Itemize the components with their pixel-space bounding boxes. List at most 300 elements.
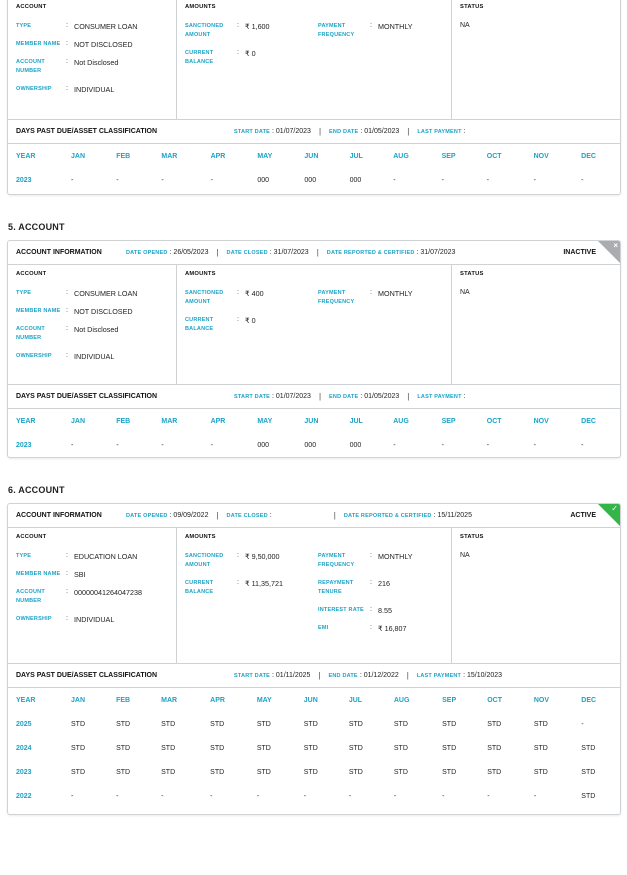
field-value: MONTHLY: [378, 552, 413, 561]
end-date-label: END DATE: [329, 128, 359, 135]
month-cell: -: [486, 176, 490, 184]
field-label: ACCOUNT NUMBER: [16, 589, 45, 604]
amounts-right-fields: [318, 552, 413, 642]
column-header: OCT: [486, 417, 502, 425]
field-label: CURRENT BALANCE: [185, 50, 214, 65]
column-header: SEP: [441, 417, 456, 425]
field-value: 00000041264047238: [74, 588, 142, 597]
month-cell: -: [116, 441, 119, 449]
table-row: [8, 784, 620, 808]
field-label: CURRENT BALANCE: [185, 580, 214, 595]
account-card-4: [7, 0, 621, 195]
field-row: [16, 325, 176, 343]
account-column-header: ACCOUNT: [16, 271, 47, 277]
month-cell: -: [161, 176, 164, 184]
field-label: PAYMENT FREQUENCY: [318, 23, 355, 38]
month-cell: -: [393, 441, 396, 449]
column-header: NOV: [533, 417, 549, 425]
field-value: ₹ 0: [245, 316, 256, 325]
field-value: SBI: [74, 570, 86, 579]
column-header: JAN: [71, 696, 86, 704]
field-label: OWNERSHIP: [16, 86, 52, 92]
field-value: ₹ 1,600: [245, 22, 270, 31]
field-row: [185, 579, 318, 597]
last-payment-label: LAST PAYMENT: [417, 128, 462, 135]
field-value: Not Disclosed: [74, 58, 119, 67]
status-column-header: STATUS: [460, 271, 484, 277]
field-colon: :: [66, 325, 68, 332]
month-cell: STD: [116, 720, 131, 728]
last-payment-value: : 15/10/2023: [463, 672, 503, 679]
month-cell: 000: [257, 176, 270, 184]
month-cell: 000: [304, 176, 317, 184]
amounts-right-fields: [318, 289, 413, 343]
field-value: Not Disclosed: [74, 325, 119, 334]
field-label: TYPE: [16, 290, 32, 296]
dpd-bar: DAYS PAST DUE/ASSET CLASSIFICATION START DATE : 01/07/2023 | END DATE : 01/05/2023 | LAST PAYMENT :: [8, 385, 620, 409]
month-cell: -: [393, 176, 396, 184]
month-cell: 000: [349, 441, 362, 449]
field-row: [185, 49, 318, 67]
field-value: ₹ 400: [245, 289, 264, 298]
month-cell: 000: [304, 441, 317, 449]
date-reported-label: DATE REPORTED & CERTIFIED: [343, 512, 432, 519]
amounts-column-header: AMOUNTS: [185, 534, 216, 540]
column-header: FEB: [116, 696, 131, 704]
start-date-label: START DATE: [234, 393, 271, 400]
column-header: JUN: [304, 417, 319, 425]
month-cell: -: [71, 176, 74, 184]
account-card-6: [7, 503, 621, 815]
last-payment-value: :: [463, 128, 466, 135]
field-row: [185, 552, 318, 570]
column-header: APR: [210, 152, 226, 160]
month-cell: -: [210, 792, 213, 800]
month-cell: -: [210, 176, 213, 184]
month-cell: STD: [442, 720, 457, 728]
table-row: [8, 760, 620, 784]
start-date-value: : 01/11/2025: [272, 672, 311, 679]
field-label: TYPE: [16, 23, 32, 29]
month-cell: STD: [71, 768, 85, 776]
field-value: NOT DISCLOSED: [74, 40, 133, 49]
field-value: INDIVIDUAL: [74, 615, 115, 624]
month-cell: -: [116, 792, 119, 800]
month-cell: STD: [581, 768, 596, 776]
month-cell: -: [441, 176, 444, 184]
date-closed-label: DATE CLOSED: [226, 249, 268, 256]
field-colon: :: [66, 85, 68, 92]
month-cell: STD: [71, 744, 85, 752]
year-cell: 2023: [16, 441, 32, 449]
column-header: MAY: [257, 152, 273, 160]
month-cell: STD: [487, 768, 502, 776]
column-header: OCT: [487, 696, 502, 704]
month-cell: -: [581, 720, 584, 728]
month-cell: -: [210, 441, 213, 449]
date-opened-label: DATE OPENED: [126, 249, 168, 256]
start-date-label: START DATE: [234, 672, 271, 679]
field-row: [318, 22, 413, 40]
field-value: MONTHLY: [378, 289, 413, 298]
field-colon: :: [370, 289, 372, 296]
account-column: [8, 528, 177, 663]
field-label: REPAYMENT TENURE: [318, 580, 354, 595]
month-cell: -: [533, 176, 536, 184]
field-label: CURRENT BALANCE: [185, 317, 214, 332]
column-header: JUN: [303, 696, 318, 704]
dpd-table: [8, 688, 620, 808]
end-date-label: END DATE: [329, 393, 359, 400]
account-info-title: ACCOUNT INFORMATION: [16, 249, 102, 256]
status-column: [452, 265, 620, 384]
field-value: 216: [378, 579, 390, 588]
field-colon: :: [237, 552, 239, 559]
section-title-6: 6. ACCOUNT: [8, 485, 65, 495]
field-label: OWNERSHIP: [16, 616, 52, 622]
month-cell: STD: [71, 720, 85, 728]
date-opened-value: : 26/05/2023: [169, 249, 209, 256]
month-cell: -: [533, 441, 536, 449]
field-colon: :: [66, 552, 68, 559]
month-cell: -: [533, 792, 537, 800]
column-header: FEB: [116, 152, 131, 160]
field-label: ACCOUNT NUMBER: [16, 326, 45, 341]
field-row: [16, 615, 176, 624]
month-cell: -: [487, 792, 490, 800]
column-header: AUG: [393, 417, 409, 425]
dpd-table: [8, 144, 620, 192]
last-payment-value: :: [463, 393, 466, 400]
field-row: [16, 588, 176, 606]
column-header: MAR: [161, 696, 178, 704]
field-value: CONSUMER LOAN: [74, 22, 138, 31]
field-label: INTEREST RATE: [318, 607, 364, 613]
field-label: MEMBER NAME: [16, 41, 61, 47]
month-cell: STD: [442, 744, 457, 752]
month-cell: STD: [487, 744, 502, 752]
month-cell: -: [442, 792, 445, 800]
field-label: OWNERSHIP: [16, 353, 52, 359]
month-cell: STD: [393, 768, 408, 776]
date-opened-value: : 09/09/2022: [169, 512, 209, 519]
field-colon: :: [66, 615, 68, 622]
month-cell: STD: [256, 720, 271, 728]
dpd-bar: DAYS PAST DUE/ASSET CLASSIFICATION START DATE : 01/11/2025 | END DATE : 01/12/2022 | LAST PAYMENT : 15/10/2023: [8, 664, 620, 688]
account-info-bar: ACCOUNT INFORMATION DATE OPENED : 09/09/2022 | DATE CLOSED : | DATE REPORTED & CERTIFIED : 15/11/2025 ACTIVE ✓: [8, 504, 620, 528]
field-row: [185, 316, 318, 334]
column-header: SEP: [441, 152, 456, 160]
field-label: PAYMENT FREQUENCY: [318, 553, 355, 568]
field-value: ₹ 16,807: [378, 624, 407, 633]
month-cell: STD: [303, 768, 318, 776]
check-icon: ✓: [611, 504, 618, 513]
field-row: [16, 289, 176, 298]
date-opened-label: DATE OPENED: [126, 512, 168, 519]
month-cell: STD: [348, 768, 363, 776]
month-cell: STD: [210, 744, 225, 752]
dpd-title: DAYS PAST DUE/ASSET CLASSIFICATION: [16, 672, 158, 679]
amounts-column: [177, 265, 452, 384]
column-header: FEB: [116, 417, 131, 425]
amounts-left-fields: [185, 22, 318, 76]
date-reported-value: : 15/11/2025: [433, 512, 472, 519]
field-value: ₹ 9,50,000: [245, 552, 280, 561]
section-title-5: 5. ACCOUNT: [8, 222, 65, 232]
column-header: YEAR: [16, 417, 36, 425]
table-row: [8, 736, 620, 760]
end-date-value: : 01/05/2023: [360, 393, 400, 400]
amounts-column: [177, 0, 452, 119]
field-row: [16, 58, 176, 76]
field-value: MONTHLY: [378, 22, 413, 31]
field-value: EDUCATION LOAN: [74, 552, 138, 561]
field-colon: :: [370, 624, 372, 631]
field-row: [318, 579, 413, 597]
month-cell: -: [348, 792, 352, 800]
amounts-column: [177, 528, 452, 663]
field-row: [16, 352, 176, 361]
start-date-label: START DATE: [234, 128, 271, 135]
field-label: SANCTIONED AMOUNT: [185, 553, 224, 568]
dpd-bar: DAYS PAST DUE/ASSET CLASSIFICATION START DATE : 01/07/2023 | END DATE : 01/05/2023 | LAST PAYMENT :: [8, 120, 620, 144]
dpd-title: DAYS PAST DUE/ASSET CLASSIFICATION: [16, 128, 158, 135]
account-info-title: ACCOUNT INFORMATION: [16, 512, 102, 519]
field-colon: :: [66, 40, 68, 47]
field-colon: :: [237, 49, 239, 56]
month-cell: 000: [349, 176, 362, 184]
month-cell: STD: [393, 720, 408, 728]
table-row: [8, 433, 620, 457]
amounts-left-fields: [185, 552, 318, 642]
column-header: YEAR: [16, 696, 36, 704]
month-cell: STD: [256, 768, 271, 776]
month-cell: -: [71, 792, 74, 800]
column-header: AUG: [393, 152, 409, 160]
month-cell: STD: [161, 768, 176, 776]
field-row: [16, 307, 176, 316]
field-colon: :: [66, 58, 68, 65]
end-date-value: : 01/12/2022: [359, 672, 399, 679]
last-payment-label: LAST PAYMENT: [416, 672, 462, 679]
field-value: ₹ 0: [245, 49, 256, 58]
field-row: [318, 289, 413, 307]
month-cell: STD: [348, 720, 363, 728]
field-label: MEMBER NAME: [16, 571, 61, 577]
field-colon: :: [66, 307, 68, 314]
column-header: APR: [210, 417, 226, 425]
field-row: [318, 552, 413, 570]
column-header: SEP: [442, 696, 457, 704]
status-badge: INACTIVE: [563, 249, 596, 256]
table-row: [8, 168, 620, 192]
month-cell: STD: [487, 720, 502, 728]
field-colon: :: [370, 22, 372, 29]
start-date-value: : 01/07/2023: [272, 128, 311, 135]
column-header: DEC: [581, 417, 596, 425]
table-header-row: [8, 409, 620, 433]
month-cell: STD: [533, 768, 548, 776]
field-value: INDIVIDUAL: [74, 85, 115, 94]
field-value: 8.55: [378, 606, 392, 615]
field-row: [16, 570, 176, 579]
column-header: DEC: [581, 696, 597, 704]
table-row: [8, 712, 620, 736]
account-fields: [16, 289, 176, 361]
account-column: [8, 0, 177, 119]
amounts-column-header: AMOUNTS: [185, 271, 216, 277]
field-colon: :: [66, 352, 68, 359]
field-value: INDIVIDUAL: [74, 352, 115, 361]
year-cell: 2022: [16, 792, 32, 800]
month-cell: STD: [116, 768, 131, 776]
column-header: JAN: [71, 417, 86, 425]
field-colon: :: [66, 289, 68, 296]
year-cell: 2025: [16, 720, 32, 728]
field-row: [318, 606, 413, 615]
field-colon: :: [237, 289, 239, 296]
field-label: PAYMENT FREQUENCY: [318, 290, 355, 305]
field-label: TYPE: [16, 553, 32, 559]
status-column: [452, 528, 620, 663]
date-closed-value: :: [269, 512, 272, 519]
field-row: [185, 289, 318, 307]
field-value: CONSUMER LOAN: [74, 289, 138, 298]
field-row: [318, 624, 413, 633]
account-info-bar: ACCOUNT INFORMATION DATE OPENED : 26/05/2023 | DATE CLOSED : 31/07/2023 | DATE REPORTED & CERTIFIED : 31/07/2023 INACTIVE ×: [8, 241, 620, 265]
year-cell: 2023: [16, 176, 32, 184]
column-header: AUG: [393, 696, 410, 704]
status-column-header: STATUS: [460, 534, 484, 540]
column-header: JUN: [304, 152, 319, 160]
month-cell: -: [116, 176, 119, 184]
end-date-value: : 01/05/2023: [360, 128, 400, 135]
date-reported-label: DATE REPORTED & CERTIFIED: [326, 249, 415, 256]
amounts-right-fields: [318, 22, 413, 76]
end-date-label: END DATE: [328, 672, 358, 679]
status-value: NA: [460, 552, 470, 559]
field-colon: :: [66, 570, 68, 577]
month-cell: STD: [210, 720, 225, 728]
field-colon: :: [237, 579, 239, 586]
month-cell: -: [581, 441, 584, 449]
month-cell: STD: [210, 768, 225, 776]
month-cell: -: [161, 441, 164, 449]
dpd-title: DAYS PAST DUE/ASSET CLASSIFICATION: [16, 393, 158, 400]
month-cell: STD: [161, 720, 176, 728]
column-header: YEAR: [16, 152, 36, 160]
month-cell: -: [441, 441, 444, 449]
account-column-header: ACCOUNT: [16, 534, 47, 540]
column-header: NOV: [533, 696, 550, 704]
field-colon: :: [237, 316, 239, 323]
month-cell: STD: [533, 744, 548, 752]
month-cell: -: [256, 792, 260, 800]
field-value: ₹ 11,35,721: [245, 579, 284, 588]
field-label: ACCOUNT NUMBER: [16, 59, 45, 74]
month-cell: -: [486, 441, 490, 449]
month-cell: -: [393, 792, 397, 800]
field-value: NOT DISCLOSED: [74, 307, 133, 316]
month-cell: STD: [116, 744, 131, 752]
status-column: [452, 0, 620, 119]
column-header: JAN: [71, 152, 86, 160]
field-colon: :: [237, 22, 239, 29]
column-header: JUL: [348, 696, 363, 704]
field-label: EMI: [318, 625, 329, 631]
field-colon: :: [370, 579, 372, 586]
field-colon: :: [370, 606, 372, 613]
field-label: SANCTIONED AMOUNT: [185, 290, 224, 305]
year-cell: 2024: [16, 744, 32, 752]
field-label: SANCTIONED AMOUNT: [185, 23, 224, 38]
dpd-table: [8, 409, 620, 457]
start-date-value: : 01/07/2023: [272, 393, 311, 400]
month-cell: -: [581, 176, 584, 184]
column-header: MAR: [161, 152, 178, 160]
month-cell: STD: [303, 744, 318, 752]
account-column: [8, 265, 177, 384]
date-reported-value: : 31/07/2023: [416, 249, 456, 256]
column-header: MAR: [161, 417, 178, 425]
table-header-row: [8, 688, 620, 712]
status-column-header: STATUS: [460, 4, 484, 10]
month-cell: STD: [533, 720, 548, 728]
date-closed-label: DATE CLOSED: [226, 512, 268, 519]
column-header: MAY: [256, 696, 272, 704]
field-row: [16, 552, 176, 561]
month-cell: STD: [442, 768, 457, 776]
month-cell: 000: [257, 441, 270, 449]
field-row: [185, 22, 318, 40]
field-label: MEMBER NAME: [16, 308, 61, 314]
account-column-header: ACCOUNT: [16, 4, 47, 10]
field-colon: :: [370, 552, 372, 559]
column-header: JUL: [349, 417, 363, 425]
status-badge: ACTIVE: [570, 512, 596, 519]
field-colon: :: [66, 22, 68, 29]
year-cell: 2023: [16, 768, 32, 776]
column-header: MAY: [257, 417, 273, 425]
status-value: NA: [460, 289, 470, 296]
month-cell: STD: [161, 744, 176, 752]
field-row: [16, 22, 176, 31]
column-header: DEC: [581, 152, 596, 160]
month-cell: STD: [303, 720, 318, 728]
account-fields: [16, 22, 176, 94]
table-header-row: [8, 144, 620, 168]
field-row: [16, 85, 176, 94]
month-cell: STD: [256, 744, 271, 752]
account-card-5: [7, 240, 621, 458]
column-header: OCT: [486, 152, 502, 160]
last-payment-label: LAST PAYMENT: [417, 393, 462, 400]
field-row: [16, 40, 176, 49]
date-closed-value: : 31/07/2023: [269, 249, 309, 256]
month-cell: STD: [581, 744, 596, 752]
amounts-left-fields: [185, 289, 318, 343]
month-cell: -: [161, 792, 164, 800]
column-header: JUL: [349, 152, 363, 160]
month-cell: STD: [581, 792, 596, 800]
month-cell: STD: [348, 744, 363, 752]
status-value: NA: [460, 22, 470, 29]
column-header: NOV: [533, 152, 549, 160]
close-icon: ×: [613, 241, 618, 250]
field-colon: :: [66, 588, 68, 595]
month-cell: -: [303, 792, 307, 800]
month-cell: STD: [393, 744, 408, 752]
